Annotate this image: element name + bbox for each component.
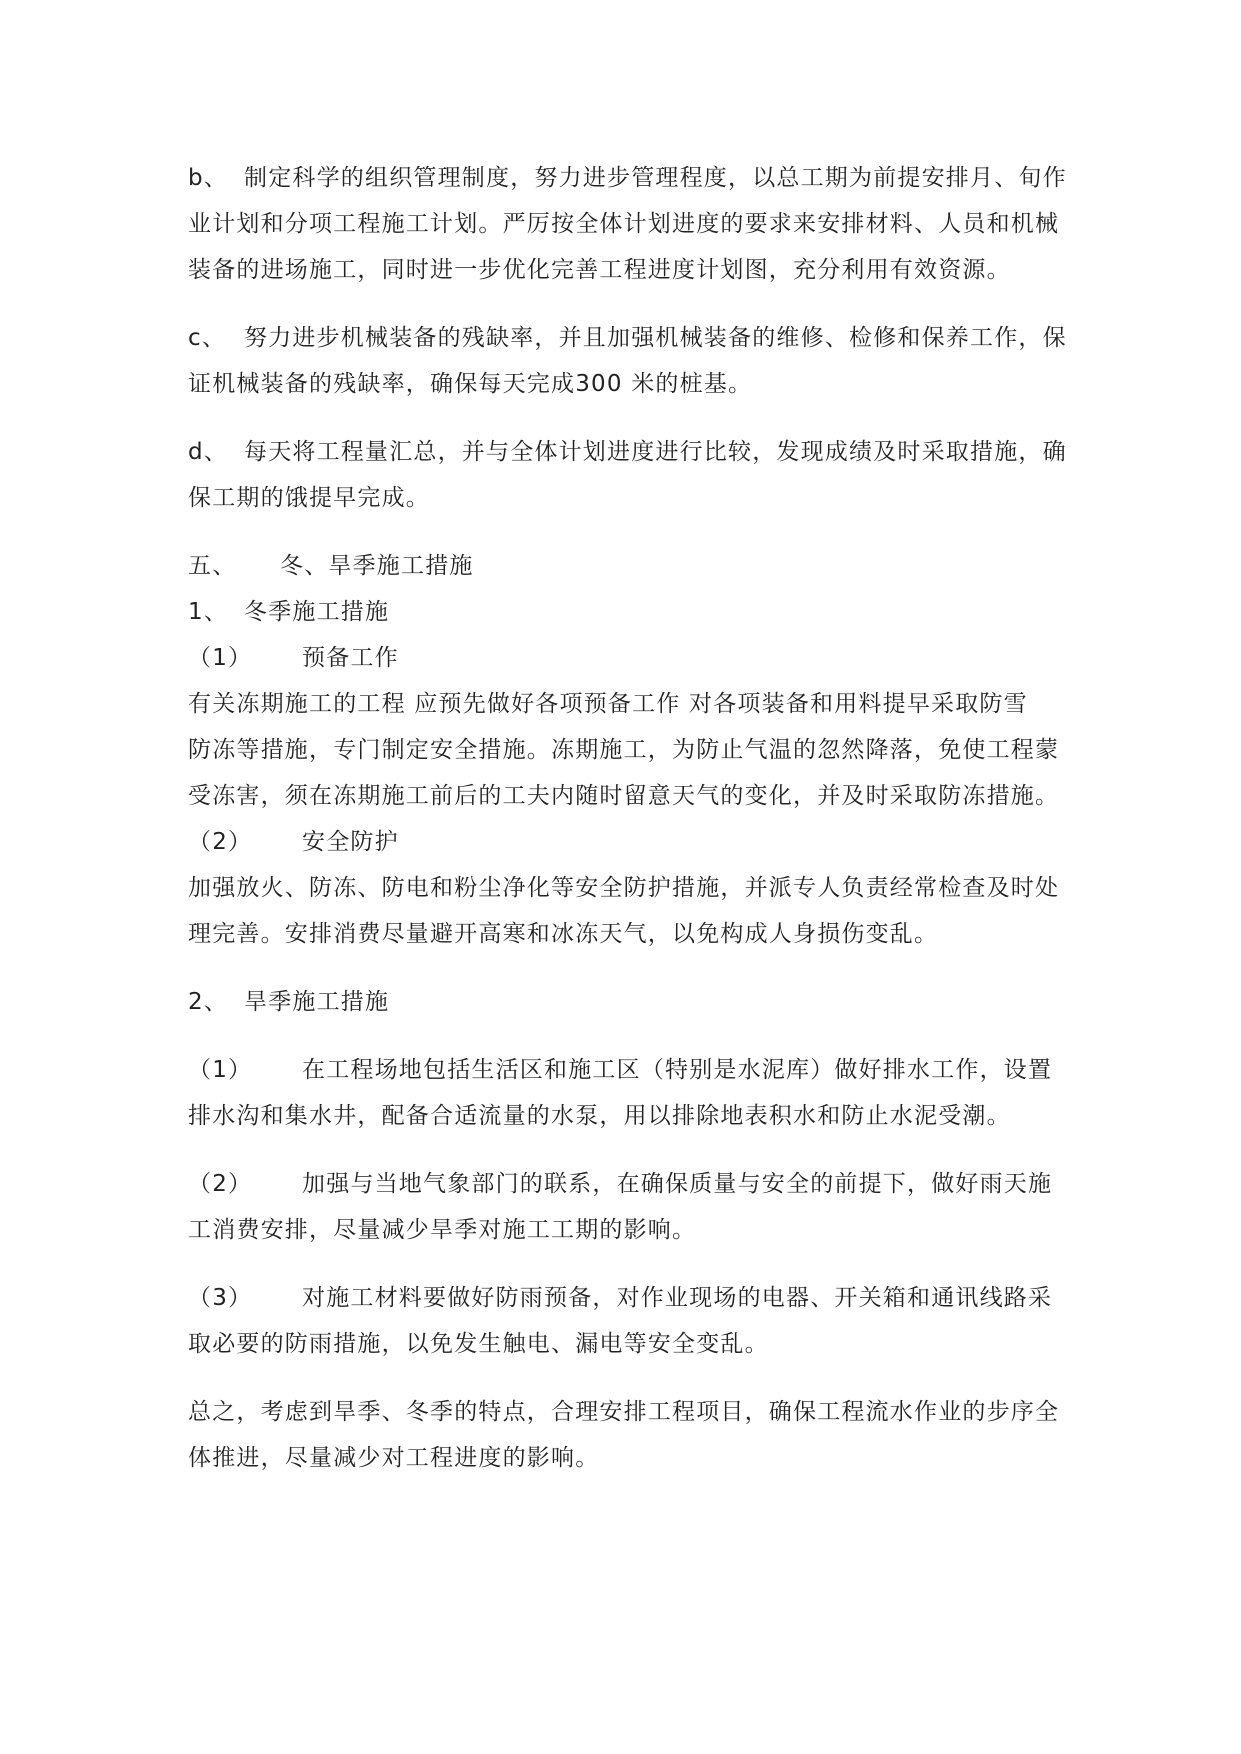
conclusion-paragraph: [188, 1389, 1088, 1481]
text-line: [188, 315, 1088, 361]
item-title: 预备工作: [302, 645, 399, 671]
item-label: （3）: [188, 1285, 253, 1311]
text-line: 排水沟和集水井，配备合适流量的水泵，用以排除地表积水和防止水泥受潮。: [188, 1103, 1011, 1129]
text-line: 有关冻期施工的工程 应预先做好各项预备工作 对各项装备和用料提早采取防雪: [188, 691, 1028, 717]
item-title: 安全防护: [302, 829, 399, 855]
prep-paragraph: [188, 681, 1088, 819]
text-content: 在工程场地包括生活区和施工区（特别是水泥库）做好排水工作，设置: [302, 1057, 1053, 1083]
text-line: 保工期的饿提早完成。: [188, 485, 430, 511]
text-line: [188, 1047, 1088, 1093]
item-label: c、: [188, 325, 227, 351]
dry-item-2: [188, 1161, 1088, 1253]
subsection-label: 2、: [188, 989, 229, 1015]
text-content: 每天将工程量汇总，并与全体计划进度进行比较，发现成绩及时采取措施，确: [244, 439, 1067, 465]
dry-item-1: [188, 1047, 1088, 1139]
item-heading-prep: [188, 635, 1088, 681]
section-title: 冬、旱季施工措施: [280, 553, 474, 579]
text-line: [188, 155, 1088, 201]
subsection-label: 1、: [188, 599, 229, 625]
subsection-heading-dry: [188, 979, 1088, 1025]
item-label: （2）: [188, 1171, 253, 1197]
text-line: [188, 1275, 1088, 1321]
text-content: 加强与当地气象部门的联系，在确保质量与安全的前提下，做好雨天施: [302, 1171, 1053, 1197]
item-label: （1）: [188, 1057, 253, 1083]
item-heading-safety: [188, 819, 1088, 865]
text-line: 业计划和分项工程施工计划。严厉按全体计划进度的要求来安排材料、人员和机械: [188, 211, 1060, 237]
text-line: [188, 429, 1088, 475]
text-line: 取必要的防雨措施，以免发生触电、漏电等安全变乱。: [188, 1331, 769, 1357]
document-page: [188, 155, 1088, 1481]
section-label: 五、: [188, 553, 237, 579]
text-line: 受冻害，须在冻期施工前后的工夫内随时留意天气的变化，并及时采取防冻措施。: [188, 783, 1060, 809]
text-line: 总之，考虑到旱季、冬季的特点，合理安排工程项目，确保工程流水作业的步序全: [188, 1399, 1060, 1425]
text-line: 加强放火、防冻、防电和粉尘净化等安全防护措施，并派专人负责经常检查及时处: [188, 875, 1060, 901]
paragraph-c: [188, 315, 1088, 407]
dry-item-3: [188, 1275, 1088, 1367]
paragraph-d: [188, 429, 1088, 521]
text-line: 理完善。安排消费尽量避开高寒和冰冻天气，以免构成人身损伤变乱。: [188, 921, 939, 947]
text-content: 努力进步机械装备的残缺率，并且加强机械装备的维修、检修和保养工作，保: [244, 325, 1067, 351]
text-line: 防冻等措施，专门制定安全措施。冻期施工，为防止气温的忽然降落，免使工程蒙: [188, 737, 1060, 763]
text-line: 体推进，尽量减少对工程进度的影响。: [188, 1445, 600, 1471]
text-content: 对施工材料要做好防雨预备，对作业现场的电器、开关箱和通讯线路采: [302, 1285, 1053, 1311]
section-heading: [188, 543, 1088, 589]
item-label: b、: [188, 165, 228, 191]
subsection-title: 冬季施工措施: [244, 599, 390, 625]
text-line: 工消费安排，尽量减少旱季对施工工期的影响。: [188, 1217, 697, 1243]
text-line: 装备的进场施工，同时进一步优化完善工程进度计划图，充分利用有效资源。: [188, 257, 1011, 283]
paragraph-b: [188, 155, 1088, 293]
safety-paragraph: [188, 865, 1088, 957]
subsection-title: 旱季施工措施: [244, 989, 390, 1015]
text-line: 证机械装备的残缺率，确保每天完成300 米的桩基。: [188, 371, 753, 397]
text-content: 制定科学的组织管理制度，努力进步管理程度，以总工期为前提安排月、旬作: [244, 165, 1067, 191]
item-label: （1）: [188, 645, 253, 671]
subsection-heading-winter: [188, 589, 1088, 635]
item-label: d、: [188, 439, 228, 465]
item-label: （2）: [188, 829, 253, 855]
text-line: [188, 1161, 1088, 1207]
